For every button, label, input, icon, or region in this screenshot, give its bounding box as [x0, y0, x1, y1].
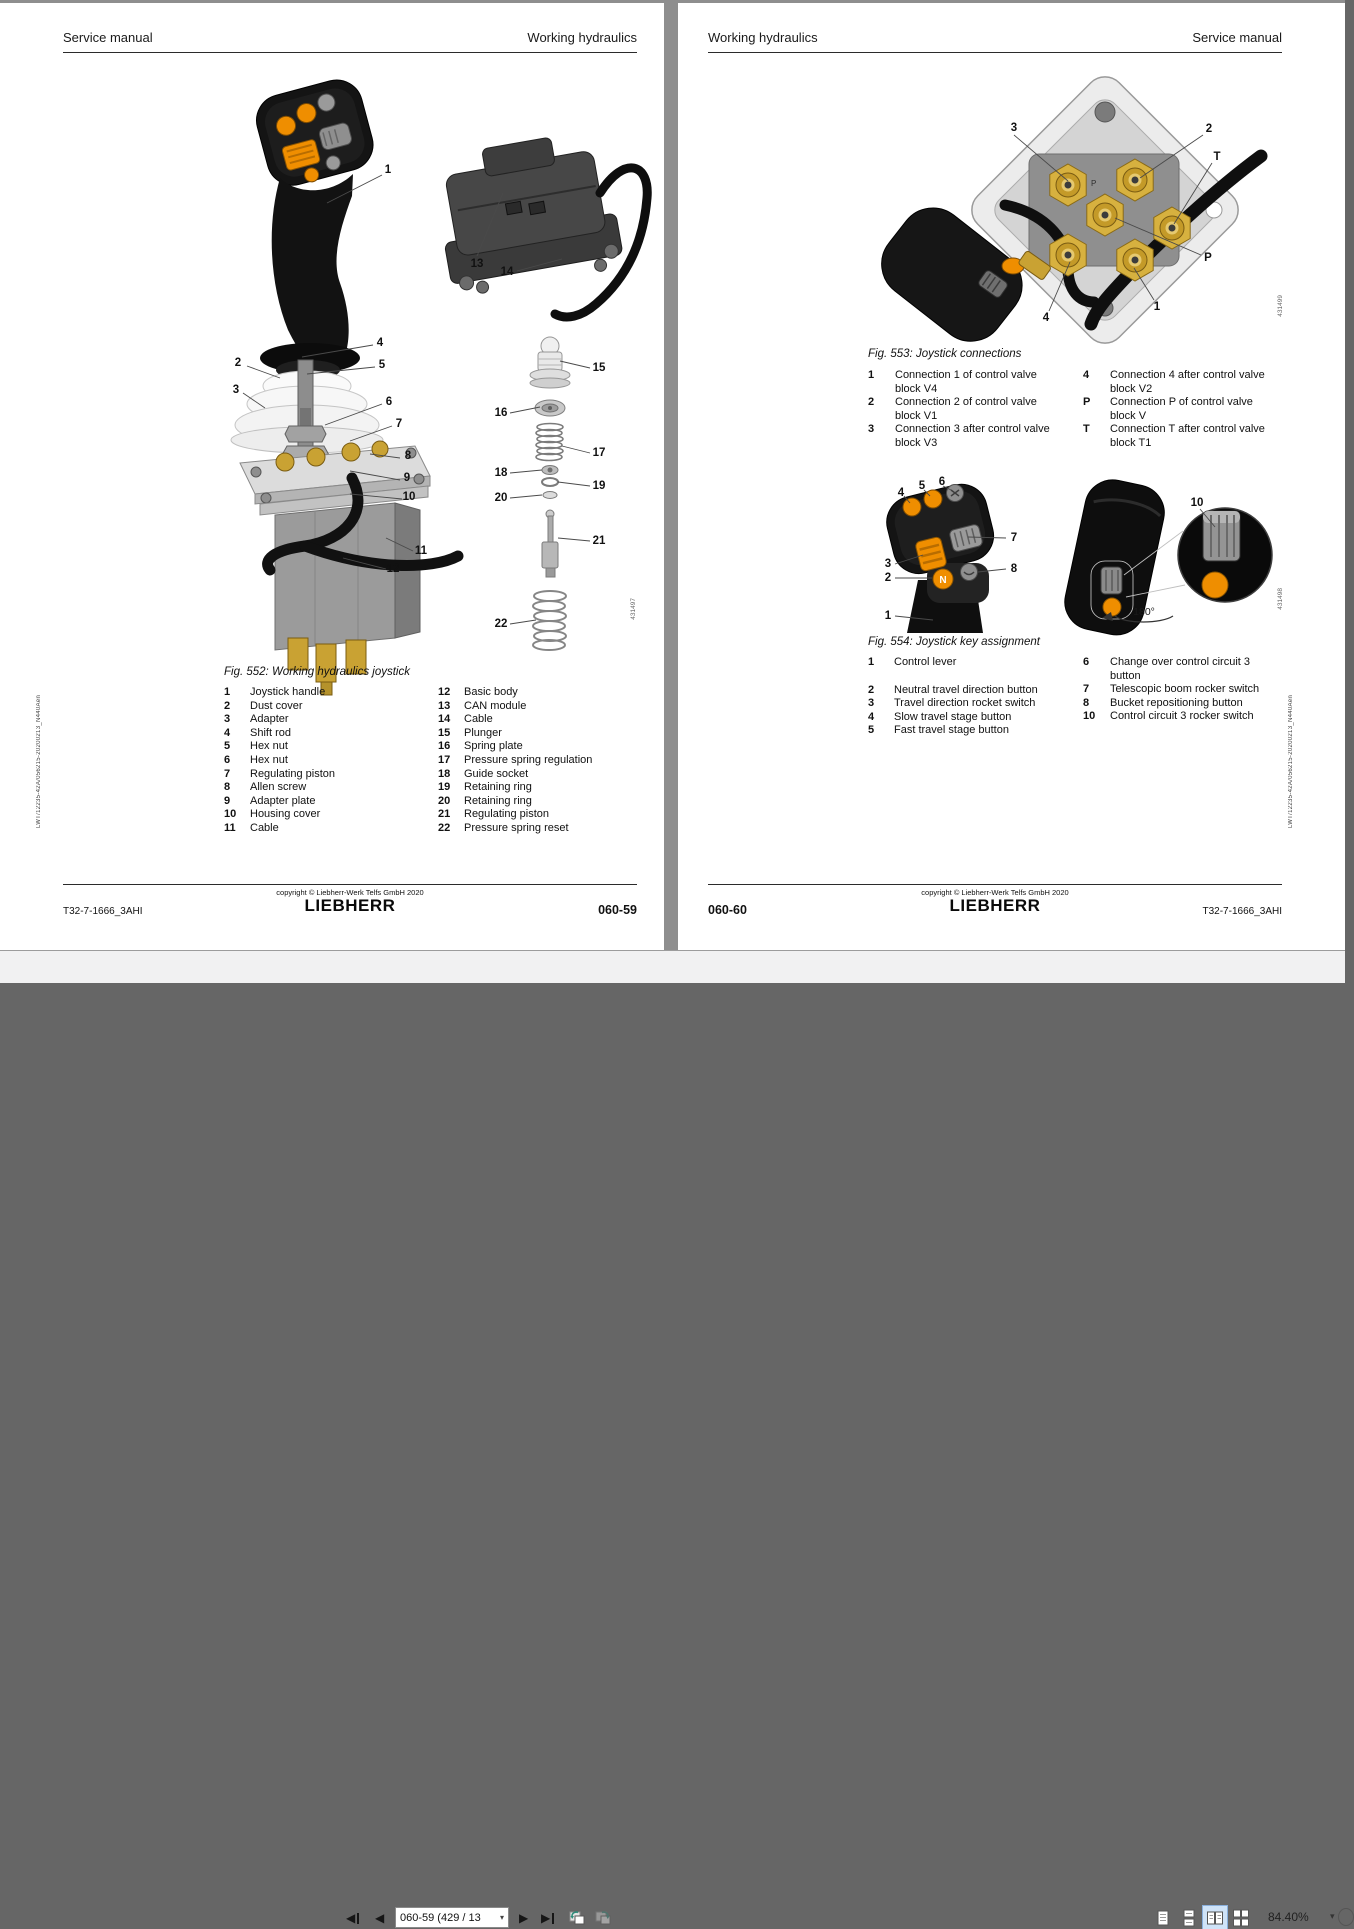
two-page-continuous-view-button[interactable]: [1229, 1906, 1253, 1929]
parts-row-label: Housing cover: [250, 808, 321, 821]
fig553-caption: Fig. 553: Joystick connections: [868, 348, 1022, 360]
connection-row: [868, 369, 1068, 396]
clipped-toolbar-control[interactable]: [1338, 1908, 1354, 1926]
zoom-dropdown-caret-icon[interactable]: ▾: [1330, 1911, 1335, 1921]
connection-row-number: P: [1083, 396, 1091, 409]
left-footer-rule: [63, 884, 637, 885]
fig553-connections-col2: [1083, 369, 1283, 451]
parts-row-number: 1: [224, 686, 231, 698]
figure-callout-15: 15: [592, 362, 606, 374]
parts-row: [224, 795, 424, 809]
parts-row-number: 18: [438, 767, 451, 780]
key-assignment-row-number: 3: [868, 697, 875, 710]
connection-row-label: Connection 2 of control valve block V1: [895, 396, 1037, 422]
connection-row-label: Connection T after control valve block T1: [1110, 423, 1265, 449]
parts-row: [438, 740, 643, 754]
left-doc-code: T32-7-1666_3AHI: [63, 906, 143, 917]
parts-row-number: 17: [438, 753, 451, 766]
fig552-illustration: [210, 78, 650, 663]
figure-callout-1: 1: [1153, 301, 1161, 313]
parts-row: [438, 700, 643, 714]
parts-row-label: Spring plate: [464, 740, 523, 753]
parts-row: [224, 700, 424, 714]
left-page-number: 060-59: [598, 903, 637, 917]
key-assignment-row: [868, 684, 1083, 698]
parts-row: [438, 686, 643, 700]
connection-row: [1083, 396, 1283, 423]
figure-callout-4: 4: [1042, 312, 1050, 324]
continuous-view-icon: [1179, 1908, 1199, 1928]
parts-row: [438, 713, 643, 727]
parts-row-number: 5: [224, 740, 231, 753]
parts-row-number: 16: [438, 740, 451, 753]
parts-row-number: 3: [224, 713, 231, 726]
parts-row-label: Allen screw: [250, 781, 307, 794]
fig554-illustration: [863, 475, 1293, 635]
parts-row-number: 10: [224, 808, 237, 821]
connection-row-number: 3: [868, 423, 875, 436]
figure-callout-5: 5: [918, 480, 926, 492]
key-assignment-row: [1083, 710, 1283, 724]
figure-callout-21: 21: [592, 535, 606, 547]
figure-callout-3: 3: [232, 384, 240, 396]
figure-callout-T: T: [1213, 151, 1221, 163]
connection-row-number: 2: [868, 396, 875, 409]
parts-row-label: Adapter plate: [250, 794, 316, 807]
figure-callout-22: 22: [494, 618, 508, 630]
key-assignment-row: [868, 724, 1083, 738]
connection-row: [1083, 423, 1283, 450]
figure-callout-3: 3: [1010, 122, 1018, 134]
two-page-view-button[interactable]: [1203, 1906, 1227, 1929]
parts-row-number: 11: [224, 821, 236, 834]
figure-callout-1: 1: [384, 164, 392, 176]
parts-row-number: 22: [438, 821, 451, 834]
joystick-front-view: [881, 479, 999, 633]
figure-callout-2: 2: [884, 572, 892, 584]
key-assignment-row-label: Change over control circuit 3 button: [1110, 656, 1251, 682]
key-assignment-row-number: 4: [868, 710, 875, 723]
connection-row: [868, 396, 1068, 423]
figure-callout-7: 7: [395, 418, 403, 430]
parts-row-label: Joystick handle: [250, 686, 326, 698]
figure-callout-8: 8: [1010, 563, 1018, 575]
page-number-box[interactable]: [395, 1907, 509, 1928]
parts-row-number: 6: [224, 753, 231, 766]
parts-row: [224, 686, 424, 700]
liebherr-logo-left: LIEBHERR: [304, 896, 396, 915]
left-page-header: [63, 30, 637, 53]
figure-callout-10: 10: [1190, 497, 1204, 509]
left-margin-code: LWT/12235-42A/056215-20200213_N440Aen: [36, 694, 42, 828]
figure-callout-14: 14: [500, 266, 514, 278]
key-assignment-row-label: Telescopic boom rocker switch: [1110, 683, 1260, 696]
parts-row-label: Retaining ring: [464, 781, 532, 794]
figure-callout-6: 6: [385, 396, 393, 408]
working-hydraulics-joystick-drawing: [210, 78, 650, 663]
next-page-icon: ▶: [519, 1911, 529, 1925]
parts-row: [224, 727, 424, 741]
parts-row: [224, 768, 424, 782]
parts-row-label: Basic body: [464, 686, 518, 698]
parts-row: [438, 822, 643, 836]
figure-callout-4: 4: [897, 487, 905, 499]
key-assignment-row-label: Travel direction rocket switch: [894, 697, 1036, 710]
figure-callout-13: 13: [470, 258, 484, 270]
parts-row-number: 9: [224, 794, 231, 807]
connection-row-number: T: [1083, 423, 1090, 436]
parts-row-label: Pressure spring reset: [464, 821, 569, 834]
parts-row-number: 7: [224, 767, 231, 780]
next-page-button[interactable]: [519, 1908, 528, 1928]
key-assignment-row-label: Control lever: [894, 656, 957, 668]
parts-row: [438, 795, 643, 809]
parts-row-label: Hex nut: [250, 740, 288, 753]
parts-row-label: Regulating piston: [250, 767, 336, 780]
parts-row: [438, 727, 643, 741]
connection-row: [1083, 369, 1283, 396]
right-copyright: copyright © Liebherr-Werk Telfs GmbH 2020: [921, 888, 1069, 897]
two-page-view-icon: [1205, 1908, 1225, 1928]
key-assignment-row-label: Fast travel stage button: [894, 724, 1009, 737]
parts-row: [224, 808, 424, 822]
right-page-number: 060-60: [708, 903, 747, 917]
figure-callout-2: 2: [1205, 123, 1213, 135]
key-assignment-row-number: 7: [1083, 683, 1090, 696]
parts-row-label: CAN module: [464, 699, 527, 712]
next-view-button[interactable]: [592, 1906, 614, 1928]
parts-row-number: 20: [438, 794, 451, 807]
parts-row-number: 12: [438, 686, 451, 698]
figure-id-431497: 431497: [630, 598, 637, 620]
figure-callout-1: 1: [884, 610, 892, 622]
fig552-parts-list-col1: [224, 686, 424, 836]
parts-row-number: 21: [438, 808, 451, 821]
header-right-text: Service manual: [1192, 30, 1282, 45]
connection-row-label: Connection 1 of control valve block V4: [895, 369, 1037, 395]
last-page-icon-bar: [552, 1913, 555, 1924]
previous-view-button[interactable]: [566, 1906, 588, 1928]
figure-callout-P: P: [1204, 252, 1212, 264]
key-assignment-row: [868, 697, 1083, 711]
parts-row-label: Cable: [464, 713, 493, 726]
two-page-continuous-view-icon: [1231, 1908, 1251, 1928]
key-assignment-row-label: Control circuit 3 rocker switch: [1110, 710, 1254, 723]
figure-callout-11: 11: [414, 545, 428, 557]
header-right-text: Working hydraulics: [527, 30, 637, 45]
n-button-label: N: [939, 575, 947, 586]
key-assignment-row-label: Neutral travel direction button: [894, 683, 1038, 696]
liebherr-logo-right: LIEBHERR: [949, 896, 1041, 915]
connection-row-number: 1: [868, 369, 875, 381]
page-box-caret-icon: ▾: [499, 1913, 504, 1922]
figure-callout-6: 6: [938, 476, 946, 488]
parts-row-label: Retaining ring: [464, 794, 532, 807]
figure-callout-10: 10: [402, 491, 416, 503]
figure-callout-16: 16: [494, 407, 508, 419]
figure-callout-20: 20: [494, 492, 508, 504]
figure-callout-2: 2: [234, 357, 242, 369]
parts-row-number: 14: [438, 713, 451, 726]
single-page-view-button[interactable]: [1151, 1906, 1175, 1929]
figure-callout-7: 7: [1010, 532, 1018, 544]
parts-row-label: Dust cover: [250, 699, 303, 712]
parts-row-label: Pressure spring regulation: [464, 753, 593, 766]
left-copyright: copyright © Liebherr-Werk Telfs GmbH 2020: [276, 888, 424, 897]
zoom-level-label[interactable]: 84.40%: [1268, 1910, 1309, 1924]
right-doc-code: T32-7-1666_3AHI: [1202, 906, 1282, 917]
parts-row-number: 4: [224, 726, 231, 739]
figure-id-431498: 431498: [1277, 588, 1284, 610]
figure-callout-5: 5: [378, 359, 386, 371]
key-assignment-row-number: 10: [1083, 710, 1096, 723]
parts-row-number: 19: [438, 781, 451, 794]
joystick-grip-body: [272, 174, 353, 352]
parts-row: [438, 768, 643, 782]
figure-callout-8: 8: [404, 450, 412, 462]
key-assignment-row-label: Bucket repositioning button: [1110, 696, 1243, 709]
connection-row-label: Connection 3 after control valve block V3: [895, 423, 1050, 449]
header-left-text: Service manual: [63, 30, 153, 45]
fig552-parts-list-col2: [438, 686, 643, 836]
header-left-text: Working hydraulics: [708, 30, 818, 45]
parts-row: [438, 754, 643, 768]
parts-row: [224, 822, 424, 836]
parts-row-label: Plunger: [464, 726, 502, 739]
fig554-caption: Fig. 554: Joystick key assignment: [868, 636, 1040, 648]
page-number-value: 060-59 (429 / 13: [400, 1911, 481, 1924]
figure-callout-3: 3: [884, 558, 892, 570]
key-assignment-row: [1083, 656, 1283, 683]
key-assignment-row: [1083, 697, 1283, 711]
can-module: [429, 128, 625, 298]
first-page-icon: ◀: [346, 1911, 356, 1925]
connection-row: [868, 423, 1068, 450]
parts-row: [224, 713, 424, 727]
key-assignment-row: [868, 656, 1083, 670]
parts-row-label: Guide socket: [464, 767, 529, 780]
fig554-keys-col2: [1083, 656, 1283, 724]
last-page-icon: ▶: [541, 1911, 551, 1925]
connection-row-label: Connection 4 after control valve block V2: [1110, 369, 1265, 395]
previous-page-icon: ◀: [375, 1911, 385, 1925]
parts-row-label: Regulating piston: [464, 808, 550, 821]
right-footer-rule: [708, 884, 1282, 885]
rotation-label: 180°: [1133, 606, 1155, 618]
key-assignment-row-label: Slow travel stage button: [894, 710, 1012, 723]
figure-callout-17: 17: [592, 447, 606, 459]
key-assignment-row-number: 5: [868, 724, 875, 737]
key-assignment-row-number: 8: [1083, 696, 1090, 709]
key-assignment-row-number: 1: [868, 656, 875, 668]
key-assignment-row: [1083, 683, 1283, 697]
figure-callout-9: 9: [403, 472, 411, 484]
previous-view-icon: [567, 1907, 587, 1927]
parts-row-label: Cable: [250, 821, 279, 834]
right-margin-code: LWT/12235-42A/056215-20200213_N440Aen: [1288, 694, 1294, 828]
parts-row-number: 13: [438, 699, 451, 712]
figure-id-431499: 431499: [1277, 295, 1284, 317]
first-page-button[interactable]: [346, 1908, 359, 1928]
last-page-button[interactable]: [541, 1908, 554, 1928]
figure-callout-4: 4: [376, 337, 384, 349]
figure-callout-19: 19: [592, 480, 606, 492]
figure-callout-12: 12: [386, 563, 400, 575]
single-page-view-icon: [1153, 1908, 1173, 1928]
right-page-header: [708, 30, 1282, 53]
parts-row: [224, 754, 424, 768]
parts-row-number: 2: [224, 699, 231, 712]
viewer-toolbar: [0, 950, 1345, 1925]
parts-row-label: Shift rod: [250, 726, 291, 739]
first-page-icon-bar: [357, 1913, 360, 1924]
continuous-view-button[interactable]: [1177, 1906, 1201, 1929]
parts-row-label: Hex nut: [250, 753, 288, 766]
next-view-icon: [593, 1907, 613, 1927]
plate-p-label: P: [1091, 179, 1097, 188]
fig553-illustration: [863, 78, 1293, 348]
fig553-connections-col1: [868, 369, 1068, 451]
parts-row: [224, 781, 424, 795]
exploded-parts: [530, 337, 570, 650]
parts-row-number: 8: [224, 781, 231, 794]
connection-row-number: 4: [1083, 369, 1090, 381]
parts-row: [224, 740, 424, 754]
connection-row-label: Connection P of control valve block V: [1110, 396, 1253, 422]
key-assignment-row: [868, 711, 1083, 725]
joystick-key-assignment-drawing: [863, 475, 1293, 635]
previous-page-button[interactable]: [375, 1908, 384, 1928]
joystick-handle: [251, 74, 379, 192]
fig554-keys-col1: [868, 656, 1083, 738]
parts-row-label: Adapter: [250, 713, 289, 726]
parts-row: [438, 808, 643, 822]
parts-row: [438, 781, 643, 795]
parts-row-number: 15: [438, 726, 451, 739]
figure-callout-18: 18: [494, 467, 508, 479]
fig552-caption: Fig. 552: Working hydraulics joystick: [224, 666, 410, 678]
key-assignment-row-number: 6: [1083, 656, 1090, 668]
joystick-connections-drawing: [863, 78, 1293, 348]
key-assignment-row-number: 2: [868, 683, 875, 696]
